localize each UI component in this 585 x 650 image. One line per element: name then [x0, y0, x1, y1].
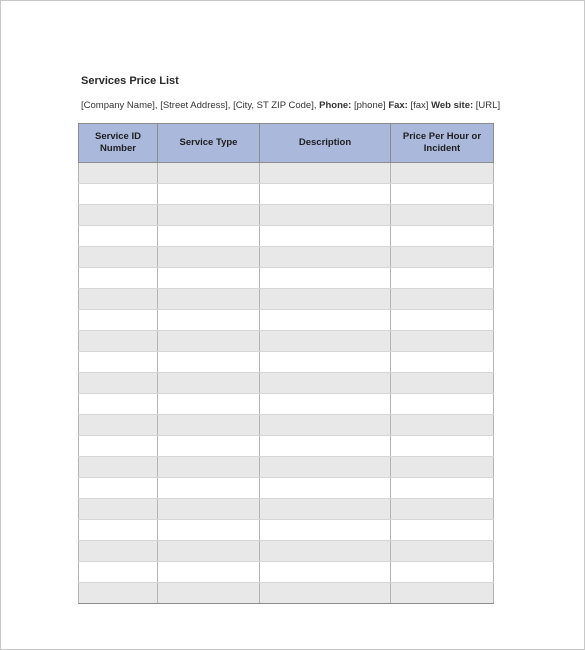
cell-service-id[interactable] [79, 247, 158, 268]
cell-description[interactable] [260, 268, 391, 289]
cell-description[interactable] [260, 163, 391, 184]
table-row [79, 520, 494, 541]
cell-price[interactable] [391, 163, 494, 184]
cell-description[interactable] [260, 583, 391, 604]
cell-description[interactable] [260, 478, 391, 499]
cell-service-id[interactable] [79, 184, 158, 205]
header-price: Price Per Hour or Incident [391, 124, 494, 163]
table-row [79, 541, 494, 562]
cell-description[interactable] [260, 520, 391, 541]
table-row [79, 331, 494, 352]
table-row [79, 289, 494, 310]
cell-service-id[interactable] [79, 562, 158, 583]
cell-description[interactable] [260, 226, 391, 247]
cell-service-type[interactable] [158, 268, 260, 289]
table-row [79, 163, 494, 184]
cell-service-type[interactable] [158, 436, 260, 457]
cell-price[interactable] [391, 373, 494, 394]
cell-price[interactable] [391, 184, 494, 205]
cell-service-type[interactable] [158, 373, 260, 394]
table-row [79, 373, 494, 394]
cell-description[interactable] [260, 331, 391, 352]
table-row [79, 499, 494, 520]
cell-price[interactable] [391, 520, 494, 541]
cell-service-type[interactable] [158, 394, 260, 415]
cell-service-id[interactable] [79, 289, 158, 310]
cell-service-id[interactable] [79, 373, 158, 394]
cell-service-type[interactable] [158, 310, 260, 331]
cell-description[interactable] [260, 184, 391, 205]
table-row [79, 457, 494, 478]
cell-price[interactable] [391, 226, 494, 247]
cell-price[interactable] [391, 583, 494, 604]
cell-price[interactable] [391, 415, 494, 436]
table-row [79, 562, 494, 583]
cell-service-id[interactable] [79, 499, 158, 520]
cell-service-type[interactable] [158, 583, 260, 604]
cell-description[interactable] [260, 310, 391, 331]
table-row [79, 268, 494, 289]
cell-price[interactable] [391, 394, 494, 415]
table-row [79, 184, 494, 205]
cell-description[interactable] [260, 457, 391, 478]
cell-price[interactable] [391, 436, 494, 457]
cell-price[interactable] [391, 289, 494, 310]
cell-price[interactable] [391, 205, 494, 226]
cell-service-id[interactable] [79, 268, 158, 289]
cell-description[interactable] [260, 247, 391, 268]
fax-label: Fax: [388, 100, 408, 111]
table-body [79, 163, 494, 604]
document-title: Services Price List [81, 75, 179, 87]
cell-price[interactable] [391, 478, 494, 499]
table-header-row [79, 124, 494, 163]
cell-service-type[interactable] [158, 457, 260, 478]
cell-service-type[interactable] [158, 478, 260, 499]
cell-price[interactable] [391, 310, 494, 331]
cell-service-id[interactable] [79, 310, 158, 331]
cell-description[interactable] [260, 541, 391, 562]
table-row [79, 436, 494, 457]
cell-description[interactable] [260, 289, 391, 310]
cell-service-type[interactable] [158, 331, 260, 352]
header-service-type: Service Type [158, 124, 260, 163]
cell-service-id[interactable] [79, 583, 158, 604]
cell-service-id[interactable] [79, 415, 158, 436]
company-address-text: [Company Name], [Street Address], [City, ST ZIP Code], [81, 100, 320, 111]
table-row [79, 226, 494, 247]
table-row [79, 352, 494, 373]
contact-line [81, 100, 500, 111]
cell-price[interactable] [391, 541, 494, 562]
cell-service-type[interactable] [158, 247, 260, 268]
cell-price[interactable] [391, 331, 494, 352]
cell-service-id[interactable] [79, 457, 158, 478]
cell-service-id[interactable] [79, 352, 158, 373]
cell-description[interactable] [260, 436, 391, 457]
cell-description[interactable] [260, 205, 391, 226]
cell-service-id[interactable] [79, 541, 158, 562]
cell-service-type[interactable] [158, 184, 260, 205]
cell-service-id[interactable] [79, 520, 158, 541]
price-list-table [78, 123, 494, 604]
web-site-value: [URL] [473, 100, 501, 111]
phone-label: Phone: [319, 100, 352, 111]
cell-service-type[interactable] [158, 226, 260, 247]
cell-description[interactable] [260, 394, 391, 415]
cell-description[interactable] [260, 415, 391, 436]
cell-service-type[interactable] [158, 205, 260, 226]
table-row [79, 310, 494, 331]
cell-service-type[interactable] [158, 541, 260, 562]
table-row [79, 478, 494, 499]
cell-service-id[interactable] [79, 478, 158, 499]
table-row [79, 205, 494, 226]
cell-service-type[interactable] [158, 163, 260, 184]
cell-price[interactable] [391, 457, 494, 478]
cell-price[interactable] [391, 268, 494, 289]
cell-price[interactable] [391, 247, 494, 268]
fax-value: [fax] [407, 100, 432, 111]
cell-service-id[interactable] [79, 163, 158, 184]
table-row [79, 247, 494, 268]
cell-description[interactable] [260, 499, 391, 520]
cell-service-type[interactable] [158, 520, 260, 541]
cell-description[interactable] [260, 562, 391, 583]
cell-service-type[interactable] [158, 499, 260, 520]
cell-service-id[interactable] [79, 394, 158, 415]
table-row [79, 394, 494, 415]
cell-price[interactable] [391, 562, 494, 583]
web-site-label: Web site: [431, 100, 474, 111]
cell-price[interactable] [391, 499, 494, 520]
cell-service-id[interactable] [79, 436, 158, 457]
table-row [79, 583, 494, 604]
header-service-id: Service ID Number [79, 124, 158, 163]
cell-service-id[interactable] [79, 226, 158, 247]
cell-service-id[interactable] [79, 331, 158, 352]
cell-service-type[interactable] [158, 415, 260, 436]
cell-service-type[interactable] [158, 352, 260, 373]
cell-price[interactable] [391, 352, 494, 373]
cell-description[interactable] [260, 373, 391, 394]
header-description: Description [260, 124, 391, 163]
phone-value: [phone] [351, 100, 389, 111]
table-row [79, 415, 494, 436]
cell-service-type[interactable] [158, 289, 260, 310]
cell-description[interactable] [260, 352, 391, 373]
cell-service-id[interactable] [79, 205, 158, 226]
cell-service-type[interactable] [158, 562, 260, 583]
